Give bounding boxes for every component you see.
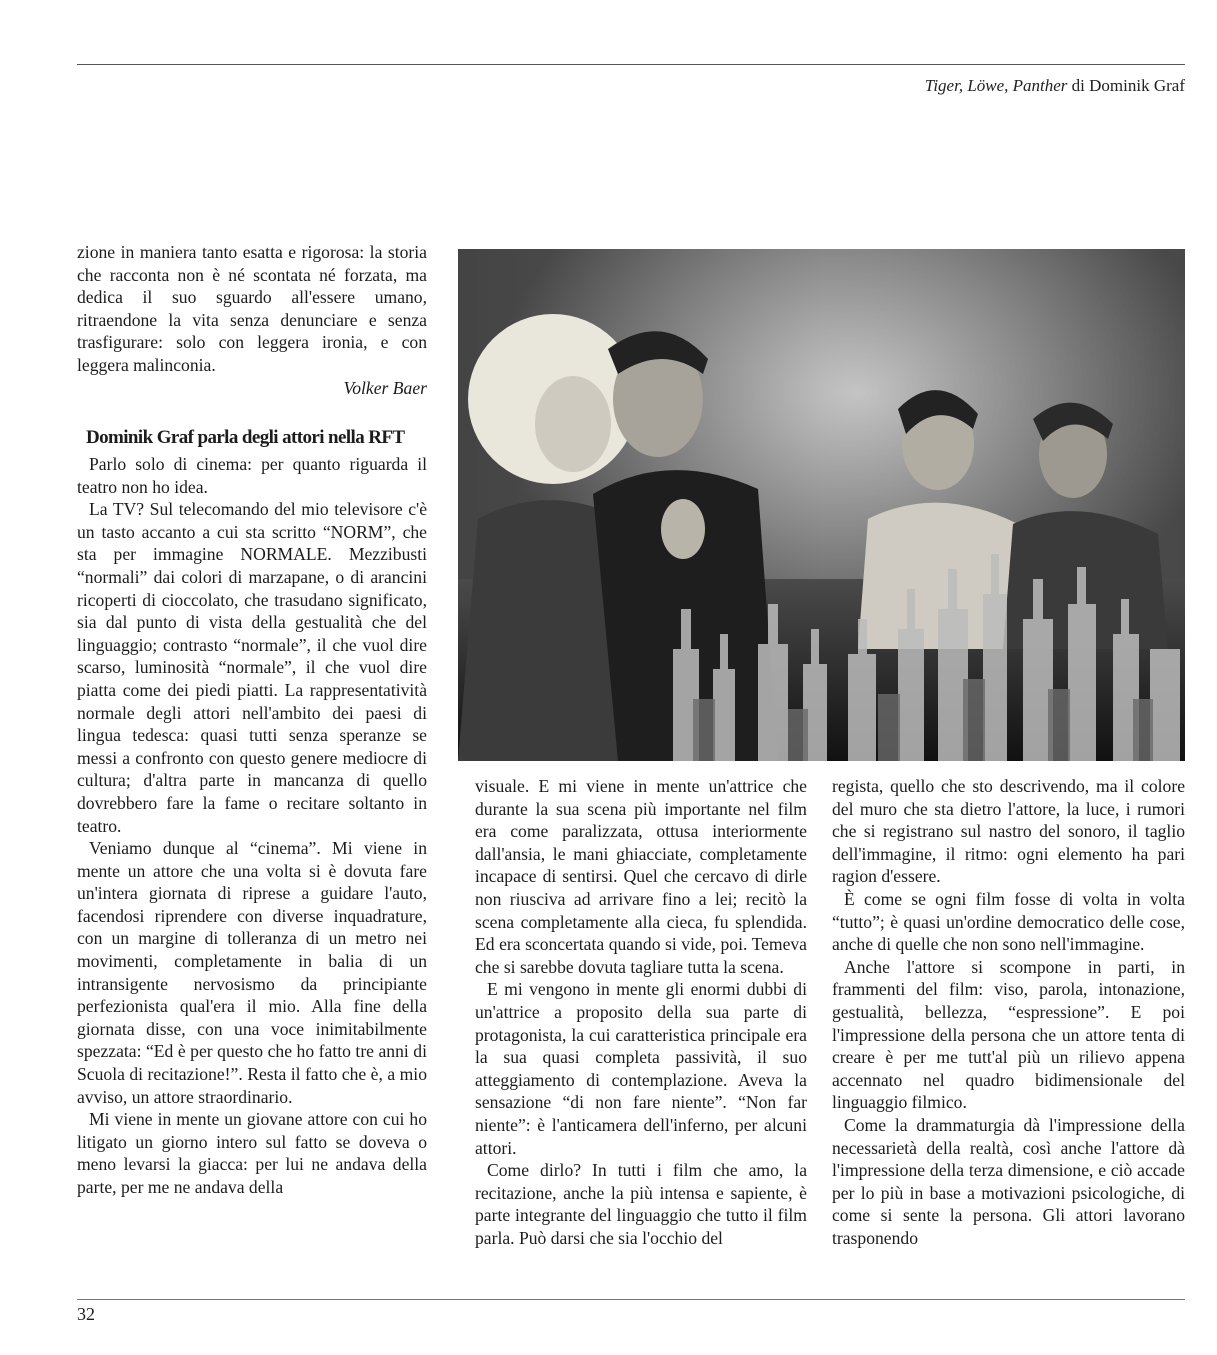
section-heading: Dominik Graf parla degli attori nella RFT [86,427,405,448]
paragraph: regista, quello che sto descrivendo, ma il colore del muro che sta dietro l'attore, la luce, i rumori che si registrano sul nastro del sonoro, il taglio dell'immagine, il ritmo: ogni elemento ha pari ragion d'essere. [832,776,1185,887]
film-still-photo [458,249,1185,761]
director-credit: di Dominik Graf [1067,76,1185,95]
paragraph: Parlo solo di cinema: per quanto riguarda il teatro non ho idea. [77,454,427,497]
intro-block [77,241,427,399]
paragraph: Mi viene in mente un giovane attore con cui ho litigato un giorno intero sul fatto se doveva o meno levarsi la giacca: per lui ne andava della parte, per me ne andava della [77,1109,427,1197]
column-3 [832,775,1185,1249]
column-2 [475,775,807,1249]
column-1 [77,453,427,1199]
bottom-rule [77,1299,1185,1300]
paragraph: Come la drammaturgia dà l'impressione della necessarietà della realtà, così anche l'attore dà l'impressione della terza dimensione, e ciò accade per lo più in base a motivazioni psicologiche, di come si sente la persona. Gli attori lavorano trasponendo [832,1114,1185,1248]
paragraph: È come se ogni film fosse di volta in volta “tutto”; è quasi un'ordine democratico delle cose, anche di quelle che non sono nell'immagine. [832,888,1185,955]
paragraph: E mi vengono in mente gli enormi dubbi di un'attrice a proposito della sua parte di protagonista, la cui caratteristica principale era la sua quasi completa passività, il suo atteggiamento di contemplazione. Aveva la sensazione “di non fare niente”. “Non far niente”: è l'anticamera dell'inferno, per alcuni attori. [475,979,807,1158]
top-rule [77,64,1185,65]
paragraph: Anche l'attore si scompone in parti, in frammenti del film: viso, parola, intonazione, gestualità, bellezza, “espressione”. E poi l'impressione della persona che un attore tenta di creare è per me tutt'al più un rilievo appena accennato nel quadro bidimensionale del linguaggio filmico. [832,956,1185,1113]
photo-illustration [458,249,1185,761]
film-title: Tiger, Löwe, Panther [924,76,1068,95]
review-author: Volker Baer [343,377,427,398]
paragraph: La TV? Sul telecomando del mio televisore c'è un tasto accanto a cui sta scritto “NORM”, che sta per immagine NORMALE. Mezzibusti “normali” dai colori di marzapane, o di arancini ricoperti di cioccolato, che trasudano significato, sia dal punto di vista della gestualità che del linguaggio; contrasto “normale”, il che vuol dire scarso, luminosità “normale”, il che vuol dire piatta come dei piedi piatti. La rappresentatività normale degli attori nell'ambito dei paesi di lingua tedesca: quasi tutti senza speranze se messi a confronto con questo genere mediocre di cultura; d'altra parte in mancanza di quello dovrebbero fare la fame o recitare soltanto in teatro. [77,499,427,836]
paragraph: Come dirlo? In tutti i film che amo, la recitazione, anche la più intensa e sapiente, è parte integrante del linguaggio che tutto il film parla. Può darsi che sia l'occhio del [475,1160,807,1248]
paragraph: visuale. E mi viene in mente un'attrice che durante la sua scena più importante nel film era come paralizzata, ottusa interiormente dall'ansia, le mani ghiacciate, completamente incapace di sentirsi. Quel che cercavo di dirle non riusciva ad arrivare fino a lei; recitò la scena completamente alla cieca, fu splendida. Ed era sconcertata quando si vide, poi. Temeva che si sarebbe dovuta tagliare tutta la scena. [475,776,807,977]
page-number: 32 [77,1304,95,1324]
paragraph: Veniamo dunque al “cinema”. Mi viene in mente un attore che una volta si è dovuta fare un'intera giornata di riprese a guidare l'auto, facendosi riprendere con diverse inquadrature, con un margine di tolleranza di un metro nei movimenti, completamente in balia di un intransigente nervosismo da principiante perfezionista qual'era il mio. Alla fine della giornata disse, con una voce inimitabilmente spezzata: “Ed è per questo che ho fatto tre anni di Scuola di recitazione!”. Resta il fatto che è, a mio avviso, un attore straordinario. [77,838,427,1107]
running-header [925,76,1185,96]
intro-paragraph: zione in maniera tanto esatta e rigorosa: la storia che racconta non è né scontata né forzata, ma dedica il suo sguardo all'essere umano, ritraendone la vita senza denunciare e senza trasfigurare: solo con leggera ironia, e con leggera malinconia. [77,242,427,375]
